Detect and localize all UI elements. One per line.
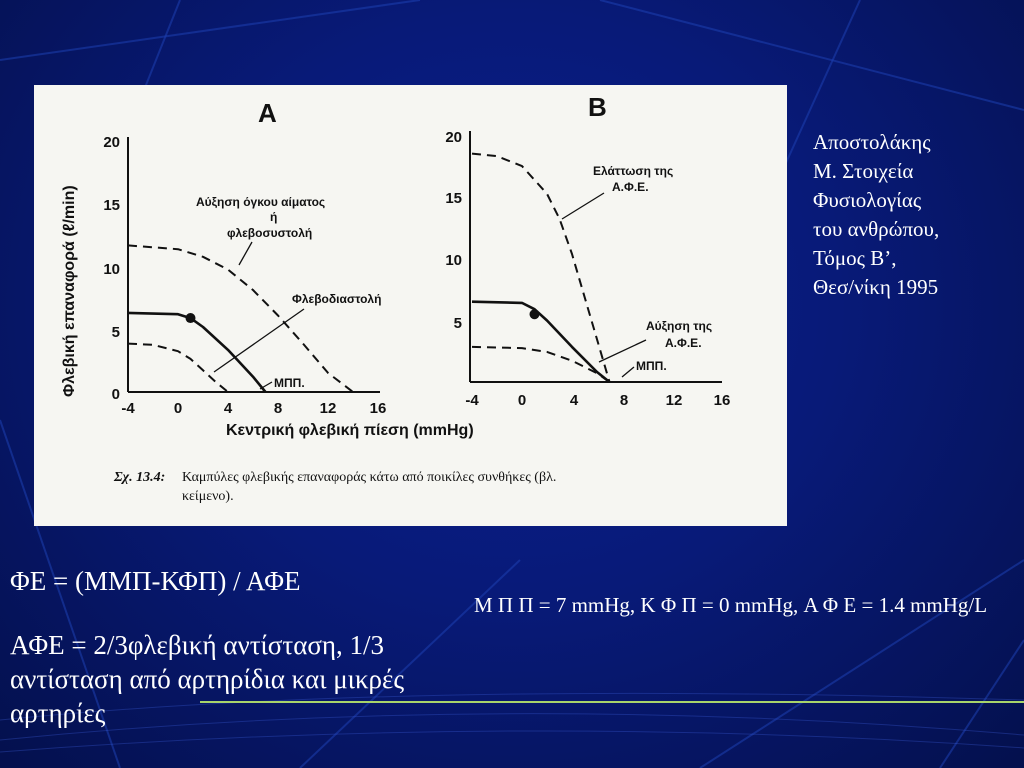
formula-venous-return: ΦΕ = (ΜΜΠ-ΚΦΠ) / ΑΦΕ — [10, 566, 301, 596]
x-tick-label: 0 — [173, 400, 183, 417]
y-axis-title: Φλεβική επαναφορά (ℓ/min) — [61, 185, 78, 397]
y-tick-label: 5 — [111, 324, 120, 341]
panel-a-letter: A — [258, 98, 277, 128]
citation — [813, 128, 1013, 302]
panel-a-y-ticks — [103, 134, 120, 403]
panel-b-series-1-marker — [530, 309, 540, 319]
x-tick-label: 12 — [319, 400, 337, 417]
caption-line-2: κείμενο). — [182, 489, 234, 504]
panel-b-curves — [472, 154, 610, 382]
label-b-lower-2: Α.Φ.Ε. — [665, 336, 702, 350]
panel-a-series-1-marker — [186, 313, 196, 323]
label-a-lower-leader — [214, 309, 304, 372]
y-tick-label: 15 — [445, 190, 462, 207]
citation-line: Μ. Στοιχεία — [813, 159, 914, 183]
citation-line: Αποστολάκης — [813, 130, 931, 154]
label-b-mpp-leader — [622, 367, 634, 377]
x-tick-label: -4 — [121, 400, 135, 417]
panel-b-y-ticks — [445, 129, 462, 332]
label-a-lower: Φλεβοδιαστολή — [292, 292, 382, 306]
label-b-upper-leader — [562, 193, 604, 219]
label-a-upper-2: ή — [270, 210, 278, 224]
x-tick-label: 12 — [665, 392, 683, 409]
citation-line: Φυσιολογίας — [813, 188, 922, 212]
label-b-upper-2: Α.Φ.Ε. — [612, 180, 649, 194]
y-tick-label: 15 — [103, 197, 120, 214]
panel-a-series-0-line — [128, 245, 353, 392]
y-tick-label: 5 — [453, 315, 462, 332]
x-tick-label: 0 — [517, 392, 527, 409]
citation-line: Τόμος Β’, — [813, 246, 897, 270]
y-tick-label: 10 — [445, 252, 462, 269]
caption-number: Σχ. 13.4: — [114, 470, 166, 485]
x-tick-label: 8 — [619, 392, 629, 409]
x-tick-label: 16 — [713, 392, 731, 409]
caption-line-1: Καμπύλες φλεβικής επαναφοράς κάτω από ποικίλες συνθήκες (βλ. — [182, 470, 557, 485]
citation-line: του ανθρώπου, — [813, 217, 940, 241]
label-a-upper-leader — [239, 242, 252, 265]
x-tick-label: 16 — [369, 400, 387, 417]
x-tick-label: 4 — [569, 392, 579, 409]
label-a-mpp: ΜΠΠ. — [274, 376, 305, 390]
panel-b-letter: B — [588, 92, 607, 122]
x-tick-label: 4 — [223, 400, 233, 417]
panel-b-x-ticks — [465, 392, 730, 409]
panel-a-x-ticks — [121, 400, 386, 417]
venous-return-figure — [34, 85, 787, 526]
panel-a-curves — [128, 245, 353, 392]
panel-a-series-1-line — [128, 313, 266, 392]
label-a-upper-3: φλεβοσυστολή — [227, 226, 313, 240]
y-tick-label: 0 — [111, 386, 120, 403]
x-axis-title: Κεντρική φλεβική πίεση (mmHg) — [226, 422, 474, 439]
values-note: Μ Π Π = 7 mmHg, Κ Φ Π = 0 mmHg, Α Φ Ε = 1.4 mmHg/L — [474, 593, 988, 617]
label-a-upper-1: Αύξηση όγκου αίματος — [196, 195, 326, 209]
label-b-mpp: ΜΠΠ. — [636, 359, 667, 373]
formula-resistance: ΑΦΕ = 2/3φλεβική αντίσταση, 1/3 αντίσταση από αρτηρίδια και μικρές αρτηρίες — [10, 630, 405, 728]
figure-panel — [34, 85, 787, 526]
label-b-lower-1: Αύξηση της — [646, 319, 713, 333]
citation-line: Θεσ/νίκη 1995 — [813, 275, 939, 299]
x-tick-label: -4 — [465, 392, 479, 409]
label-b-upper-1: Ελάττωση της — [593, 164, 674, 178]
y-tick-label: 10 — [103, 261, 120, 278]
x-tick-label: 8 — [273, 400, 283, 417]
panel-a-series-2-line — [128, 344, 228, 392]
y-tick-label: 20 — [103, 134, 120, 151]
y-tick-label: 20 — [445, 129, 462, 146]
